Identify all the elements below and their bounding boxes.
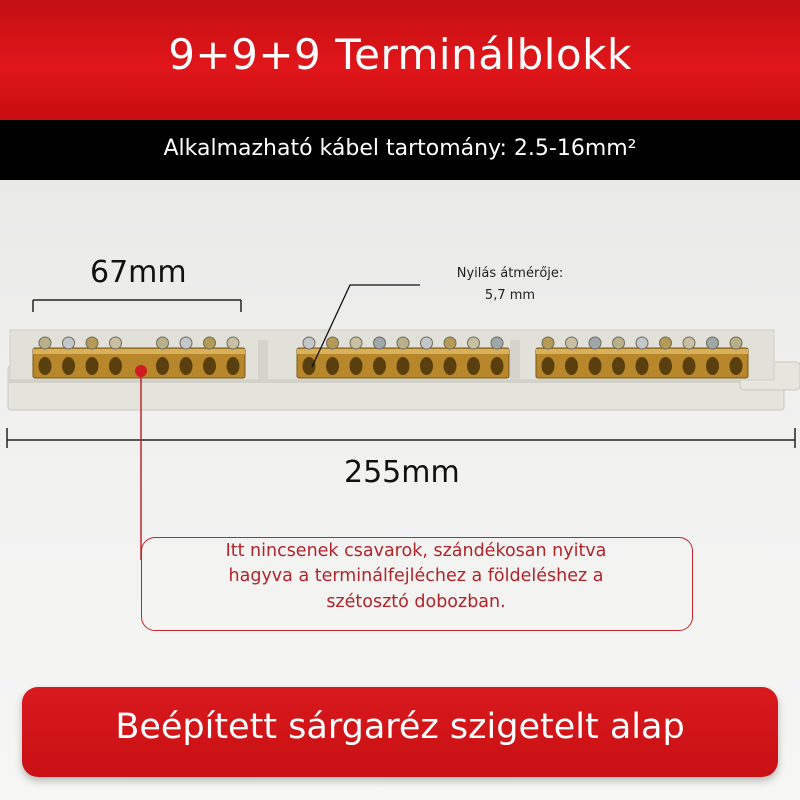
terminal-hole	[373, 357, 386, 375]
terminal-screw-icon	[421, 337, 433, 349]
terminal-screw-icon	[613, 337, 625, 349]
terminal-hole	[180, 357, 193, 375]
terminal-hole	[589, 357, 602, 375]
terminal-hole	[397, 357, 410, 375]
terminal-hole	[326, 357, 339, 375]
terminal-hole	[730, 357, 743, 375]
terminal-hole	[62, 357, 75, 375]
terminal-screw-icon	[303, 337, 315, 349]
terminal-hole	[156, 357, 169, 375]
terminal-screw-icon	[636, 337, 648, 349]
terminal-hole	[444, 357, 457, 375]
terminal-screw-icon	[542, 337, 554, 349]
brass-bar-highlight	[33, 349, 245, 354]
terminal-screw-icon	[683, 337, 695, 349]
terminal-screw-icon	[39, 337, 51, 349]
terminal-screw-icon	[566, 337, 578, 349]
terminal-hole	[542, 357, 555, 375]
dimension-bracket-67mm	[33, 300, 241, 312]
terminal-hole	[467, 357, 480, 375]
terminal-screw-icon	[468, 337, 480, 349]
terminal-screw-icon	[707, 337, 719, 349]
terminal-hole	[203, 357, 216, 375]
red-marker-dot	[135, 365, 147, 377]
terminal-hole	[350, 357, 363, 375]
terminal-hole	[86, 357, 99, 375]
callout-line-1: Itt nincsenek csavarok, szándékosan nyitva	[225, 541, 607, 561]
terminal-screw-icon	[660, 337, 672, 349]
terminal-hole	[659, 357, 672, 375]
terminal-hole	[565, 357, 578, 375]
terminal-screw-icon	[730, 337, 742, 349]
terminal-screw-icon	[444, 337, 456, 349]
terminal-screw-icon	[180, 337, 192, 349]
dimension-67mm: 67mm	[90, 255, 187, 290]
callout-line-3: szétosztó dobozban.	[326, 592, 506, 612]
terminal-screw-icon	[589, 337, 601, 349]
terminal-hole	[636, 357, 649, 375]
callout-line-2: hagyva a terminálfejléchez a földeléshez a	[228, 566, 604, 586]
terminal-screw-icon	[227, 337, 239, 349]
hole-diameter-value: 5,7 mm	[484, 288, 536, 303]
terminal-hole	[227, 357, 240, 375]
terminal-screw-icon	[327, 337, 339, 349]
terminal-screw-icon	[63, 337, 75, 349]
page-title: 9+9+9 Terminálblokk	[168, 30, 632, 79]
terminal-screw-icon	[110, 337, 122, 349]
terminal-hole	[491, 357, 504, 375]
brass-bar-highlight	[536, 349, 748, 354]
terminal-screw-icon	[350, 337, 362, 349]
terminal-hole	[303, 357, 316, 375]
footer-label: Beépített sárgaréz szigetelt alap	[115, 707, 685, 747]
terminal-screw-icon	[157, 337, 169, 349]
terminal-screw-icon	[397, 337, 409, 349]
terminal-hole	[683, 357, 696, 375]
brass-bar-highlight	[297, 349, 509, 354]
terminal-hole	[706, 357, 719, 375]
dimension-bracket-255mm	[7, 428, 795, 448]
terminal-screw-icon	[86, 337, 98, 349]
cable-range-text: Alkalmazható kábel tartomány: 2.5-16mm²	[163, 136, 637, 161]
terminal-screw-icon	[491, 337, 503, 349]
terminal-screw-icon	[204, 337, 216, 349]
dimension-255mm: 255mm	[344, 455, 460, 490]
terminal-hole	[109, 357, 122, 375]
terminal-hole	[420, 357, 433, 375]
hole-diameter-label: Nyilás átmérője:	[456, 266, 564, 281]
terminal-screw-icon	[374, 337, 386, 349]
terminal-hole	[39, 357, 52, 375]
terminal-hole	[612, 357, 625, 375]
